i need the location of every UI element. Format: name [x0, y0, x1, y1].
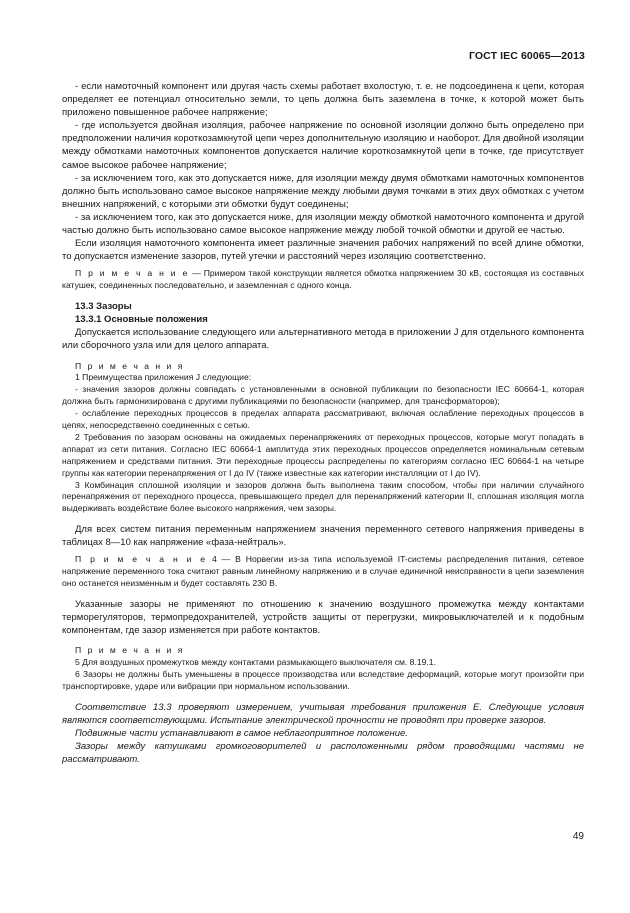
document-body	[62, 80, 584, 767]
paragraph: - за исключением того, как это допускается ниже, для изоляции между двумя обмотками намоточных компонентов должно быть использовано самое высокое напряжение между любыми двумя точками в этих двух обмотках с учетом внешних напряжений, с которыми эти обмотки будут соединены;	[62, 172, 584, 210]
compliance-paragraph: Подвижные части устанавливают в самое неблагоприятное положение.	[75, 728, 408, 740]
note-label: П р и м е ч а н и е	[75, 268, 190, 279]
section-title: 13.3 Зазоры	[75, 301, 132, 313]
notes-label: П р и м е ч а н и я	[75, 360, 185, 371]
paragraph: Для всех систем питания переменным напряжением значения переменного сетевого напряжения приведены в таблицах 8—10 как напряжение «фаза-нейтраль».	[62, 524, 584, 549]
section-subtitle: 13.3.1 Основные положения	[75, 314, 208, 326]
compliance-paragraph: Зазоры между катушками громкоговорителей и расположенными рядом проводящими частями не рассматривают.	[62, 741, 584, 766]
compliance-paragraph: Соответствие 13.3 проверяют измерением, учитывая требования приложения Е. Следующие условия являются соответствующими. Испытание электрической прочности не проводят при проверке зазоров.	[62, 702, 584, 727]
page-number: 49	[572, 831, 584, 842]
note-item: 6 Зазоры не должны быть уменьшены в процессе производства или вследствие деформаций, которые могут произойти при транспортировке, ударе или вибрации при нормальном использовании.	[62, 669, 584, 692]
note-label: П р и м е ч а н и е	[75, 554, 208, 565]
note-item: 2 Требования по зазорам основаны на ожидаемых перенапряжениях от переходных процессов, которые могут попадать в аппарат из сети питания. Согласно IEC 60664-1 амплитуда этих переходных процессов определяется номинальным сетевым напряжением и средствами питания. Эти переходные процессы распределены по категориям согласно IEC 60664-1 на четыре группы как категории перенапряжения от I до IV (также известные как категории инсталляции от I до IV).	[62, 431, 584, 478]
note-item: - ослабление переходных процессов в пределах аппарата рассматривают, включая ослабление переходных процессов в цепях, непосредственно соединенных с сетью.	[62, 408, 584, 431]
paragraph: - за исключением того, как это допускается ниже, для изоляции между обмоткой намоточного компонента и другой частью должно быть использовано самое высокое напряжение между любой точкой обмотки и другой ее частью.	[62, 211, 584, 237]
note-4	[62, 554, 584, 590]
note-text: — Примером такой конструкции является обмотка напряжением 30 кВ, состоящая из составных катушек, соединенных последовательно, и заземленная с одного конца.	[62, 268, 584, 291]
paragraph: - где используется двойная изоляция, рабочее напряжение по основной изоляции должно быть определено при предположении наличия короткозамкнутой цепи через дополнительную изоляцию и наоборот. Для двойной изоляции между обмотками намоточных компонентов допускается наличие короткозамкнутой цепи в точке, где присутствует самое высокое рабочее напряжение;	[62, 120, 584, 171]
note-item: 3 Комбинация сплошной изоляции и зазоров должна быть выполнена таким способом, чтобы при наличии случайного перенапряжения от переходного процесса, превышающего предел для перенапряжений категории II, сплошная изоляция могла выдерживать воздействие более высокого напряжения, чем зазоры.	[62, 479, 584, 514]
paragraph: - если намоточный компонент или другая часть схемы работает вхолостую, т. е. не подсоединена к цепи, которая определяет ее потенциал относительно земли, то цепь должна быть заземлена в точке, к которой может быть приложено повышенное рабочее напряжение;	[62, 81, 584, 119]
note-item: - значения зазоров должны совпадать с установленными в основной публикации по безопасности IEC 60664-1, которая должна быть гармонизирована с другими публикациями по безопасности (например, для трансформаторов);	[62, 384, 584, 407]
paragraph: Указанные зазоры не применяют по отношению к значению воздушного промежутка между контактами терморегуляторов, термопредохранителей, устройств защиты от перегрузки, микровыключателей и к подобным компонентам, где зазор изменяется при работе контактов.	[62, 599, 584, 637]
note-example	[62, 268, 584, 292]
note-item: 1 Преимущества приложения J следующие:	[75, 372, 252, 383]
notes-label: П р и м е ч а н и я	[75, 645, 185, 656]
note-text: 4 — В Норвегии из-за типа используемой IT-системы распределения питания, сетевое напряжение переменного тока считают равным линейному напряжению и в случае единичной неисправности в цепи заземления оно останется неизменным и будет составлять 230 В.	[62, 554, 585, 589]
paragraph: Допускается использование следующего или альтернативного метода в приложении J для отдельного компонента или сборочного узла или для целого аппарата.	[62, 327, 584, 352]
paragraph: Если изоляция намоточного компонента имеет различные значения рабочих напряжений по всей длине обмотки, то допускается изменение зазоров, путей утечки и расстояний через изоляцию соответственно.	[62, 238, 584, 263]
note-item: 5 Для воздушных промежутков между контактами размыкающего выключателя см. 8.19.1.	[75, 657, 436, 668]
document-header: ГОСТ IEC 60065—2013	[468, 50, 585, 62]
